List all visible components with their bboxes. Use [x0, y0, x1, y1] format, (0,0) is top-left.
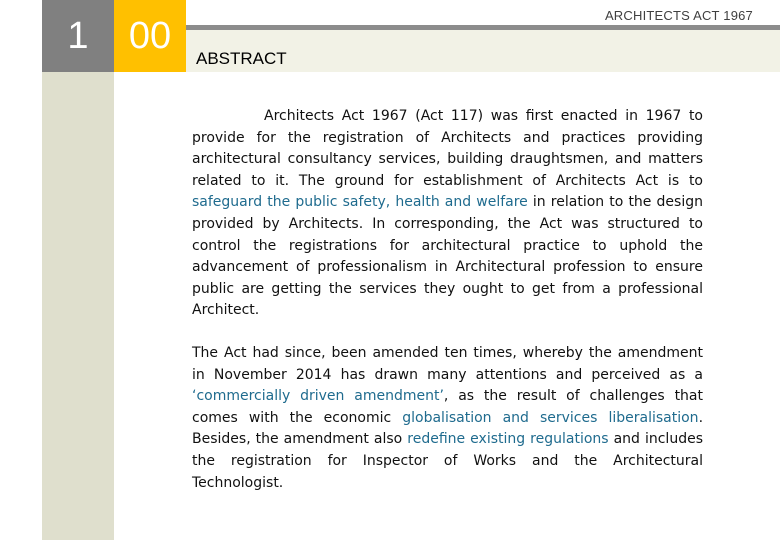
- paragraph-2: [192, 343, 703, 494]
- paragraph-2-text-d: and includes the registration for Inspector of Works and the Architectural Technologist.: [192, 431, 703, 491]
- paragraph-2-text-b: , as the result of challenges that comes with the economic: [192, 388, 703, 426]
- paragraph-2-highlight-2: globalisation and services liberalisation: [402, 409, 699, 426]
- left-sidebar-strip: [42, 0, 114, 540]
- paragraph-1: [192, 106, 703, 322]
- paragraph-1-highlight-1: safeguard the public safety, health and welfare: [192, 194, 528, 211]
- section-number-box: 00: [114, 0, 186, 72]
- paragraph-1-text-b: in relation to the design provided by Architects. In corresponding, the Act was structured to control the registrations for architectural practice to uphold the advancement of professionalism in Architectural profession to ensure public are getting the services they ought to get from a professional Architect.: [192, 194, 703, 319]
- paragraph-1-text-a: Architects Act 1967 (Act 117) was first enacted in 1967 to provide for the registration of Architects and practices providing architectural consultancy services, building draughtsmen, and matters related to it. The ground for establishment of Architects Act is to: [192, 108, 703, 189]
- chapter-number-box: 1: [42, 0, 114, 72]
- paragraph-2-highlight-3: redefine existing regulations: [407, 431, 609, 448]
- section-title: ABSTRACT: [196, 49, 287, 68]
- running-title: ARCHITECTS ACT 1967: [604, 8, 753, 23]
- paragraph-2-text-c: . Besides, the amendment also: [192, 409, 704, 448]
- paragraph-2-text-a: The Act had since, been amended ten times, whereby the amendment in November 2014 has drawn many attentions and perceived as a: [192, 345, 703, 383]
- paragraph-2-highlight-1: ‘commercially driven amendment’: [192, 388, 444, 405]
